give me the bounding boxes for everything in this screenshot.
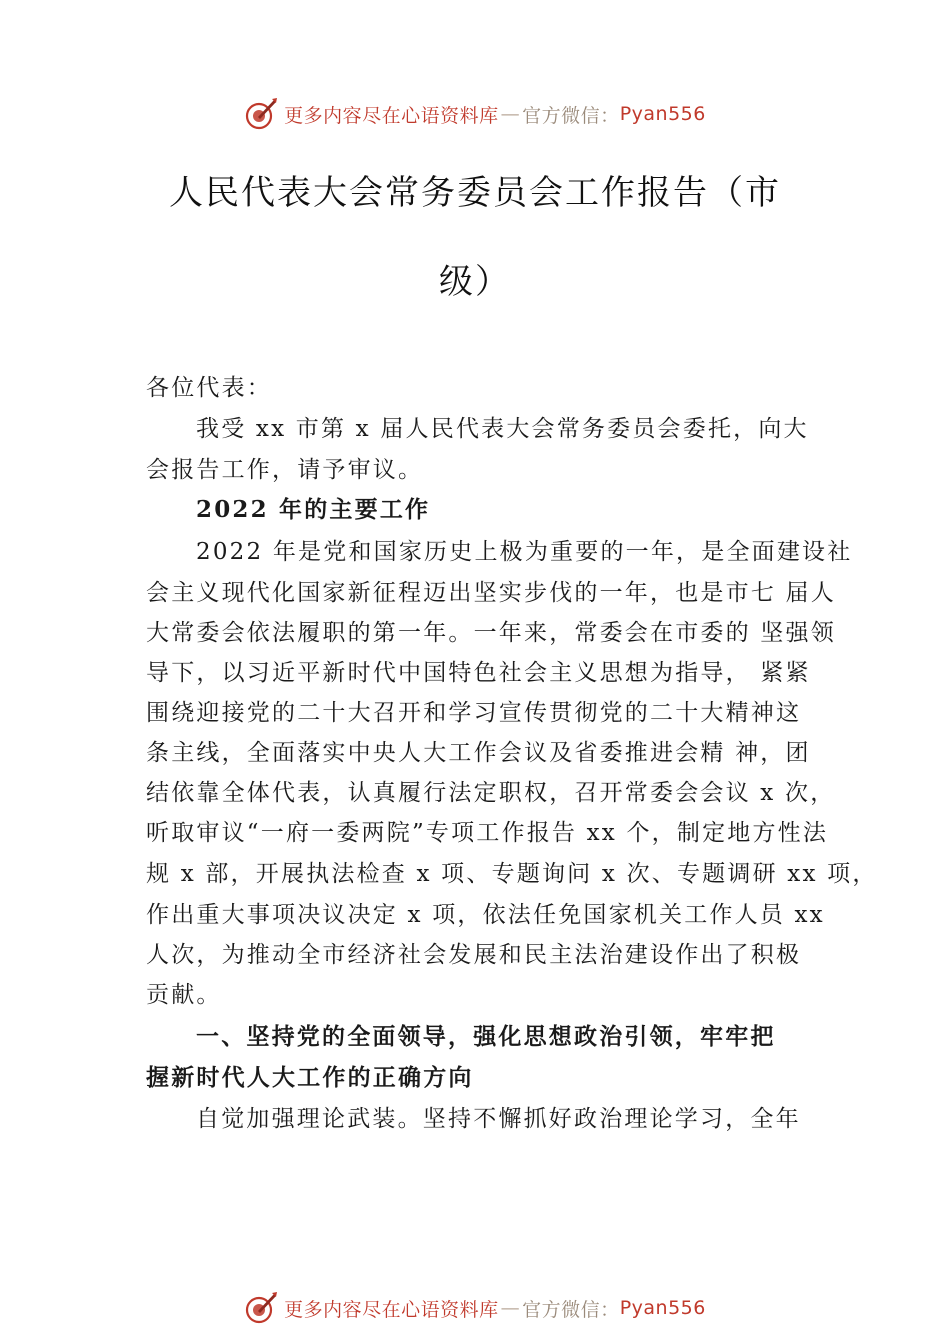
body-line: 贡献。 bbox=[146, 982, 222, 1008]
footer-banner bbox=[0, 1288, 950, 1328]
section-heading: 2022 年的主要工作 bbox=[196, 496, 431, 523]
subsection-heading: 握新时代人大工作的正确方向 bbox=[146, 1064, 474, 1091]
quill-seal-icon bbox=[244, 1291, 278, 1325]
body-line: 2022 年是党和国家历史上极为重要的一年，是全面建设社 bbox=[196, 539, 853, 565]
banner-wechat-label: 官方微信： bbox=[522, 1298, 620, 1321]
body-line: 听取审议“一府一委两院”专项工作报告 xx 个，制定地方性法 bbox=[146, 820, 829, 846]
body-line: 条主线，全面落实中央人大工作会议及省委推进会精 神，团 bbox=[146, 740, 811, 766]
body-line: 围绕迎接党的二十大召开和学习宣传贯彻党的二十大精神这 bbox=[146, 700, 802, 726]
body-line: 作出重大事项决议决定 x 项，依法任免国家机关工作人员 xx bbox=[146, 902, 825, 928]
body-line: 人次，为推动全市经济社会发展和民主法治建设作出了积极 bbox=[146, 942, 802, 968]
body-line: 大常委会依法履职的第一年。一年来，常委会在市委的 坚强领 bbox=[146, 620, 836, 646]
salutation: 各位代表： bbox=[146, 375, 272, 401]
banner-wechat-id: Pyan556 bbox=[619, 103, 706, 125]
subsection-heading: 一、坚持党的全面领导，强化思想政治引领，牢牢把 bbox=[196, 1023, 776, 1050]
body-line: 导下，以习近平新时代中国特色社会主义思想为指导， 紧紧 bbox=[146, 660, 811, 686]
header-banner bbox=[0, 94, 950, 134]
body-line: 结依靠全体代表，认真履行法定职权，召开常委会会议 x 次， bbox=[146, 780, 836, 806]
document-title-line-2: 级） bbox=[439, 262, 511, 302]
banner-wechat-id: Pyan556 bbox=[619, 1297, 706, 1319]
body-line: 会主义现代化国家新征程迈出坚实步伐的一年，也是市七 届人 bbox=[146, 580, 836, 606]
body-line: 规 x 部，开展执法检查 x 项、专题询问 x 次、专题调研 xx 项， bbox=[146, 861, 878, 887]
banner-text: 更多内容尽在心语资料库 bbox=[284, 1298, 499, 1321]
body-line: 会报告工作，请予审议。 bbox=[146, 457, 424, 483]
banner-wechat-label: 官方微信： bbox=[522, 104, 620, 127]
body-line: 自觉加强理论武装。坚持不懈抓好政治理论学习，全年 bbox=[196, 1106, 801, 1132]
banner-dash: — bbox=[500, 103, 521, 125]
document-title-line-1: 人民代表大会常务委员会工作报告（市 bbox=[169, 173, 781, 213]
banner-text: 更多内容尽在心语资料库 bbox=[284, 104, 499, 127]
body-line: 我受 xx 市第 x 届人民代表大会常务委员会委托，向大 bbox=[196, 416, 809, 442]
quill-seal-icon bbox=[244, 97, 278, 131]
banner-dash: — bbox=[500, 1297, 521, 1319]
